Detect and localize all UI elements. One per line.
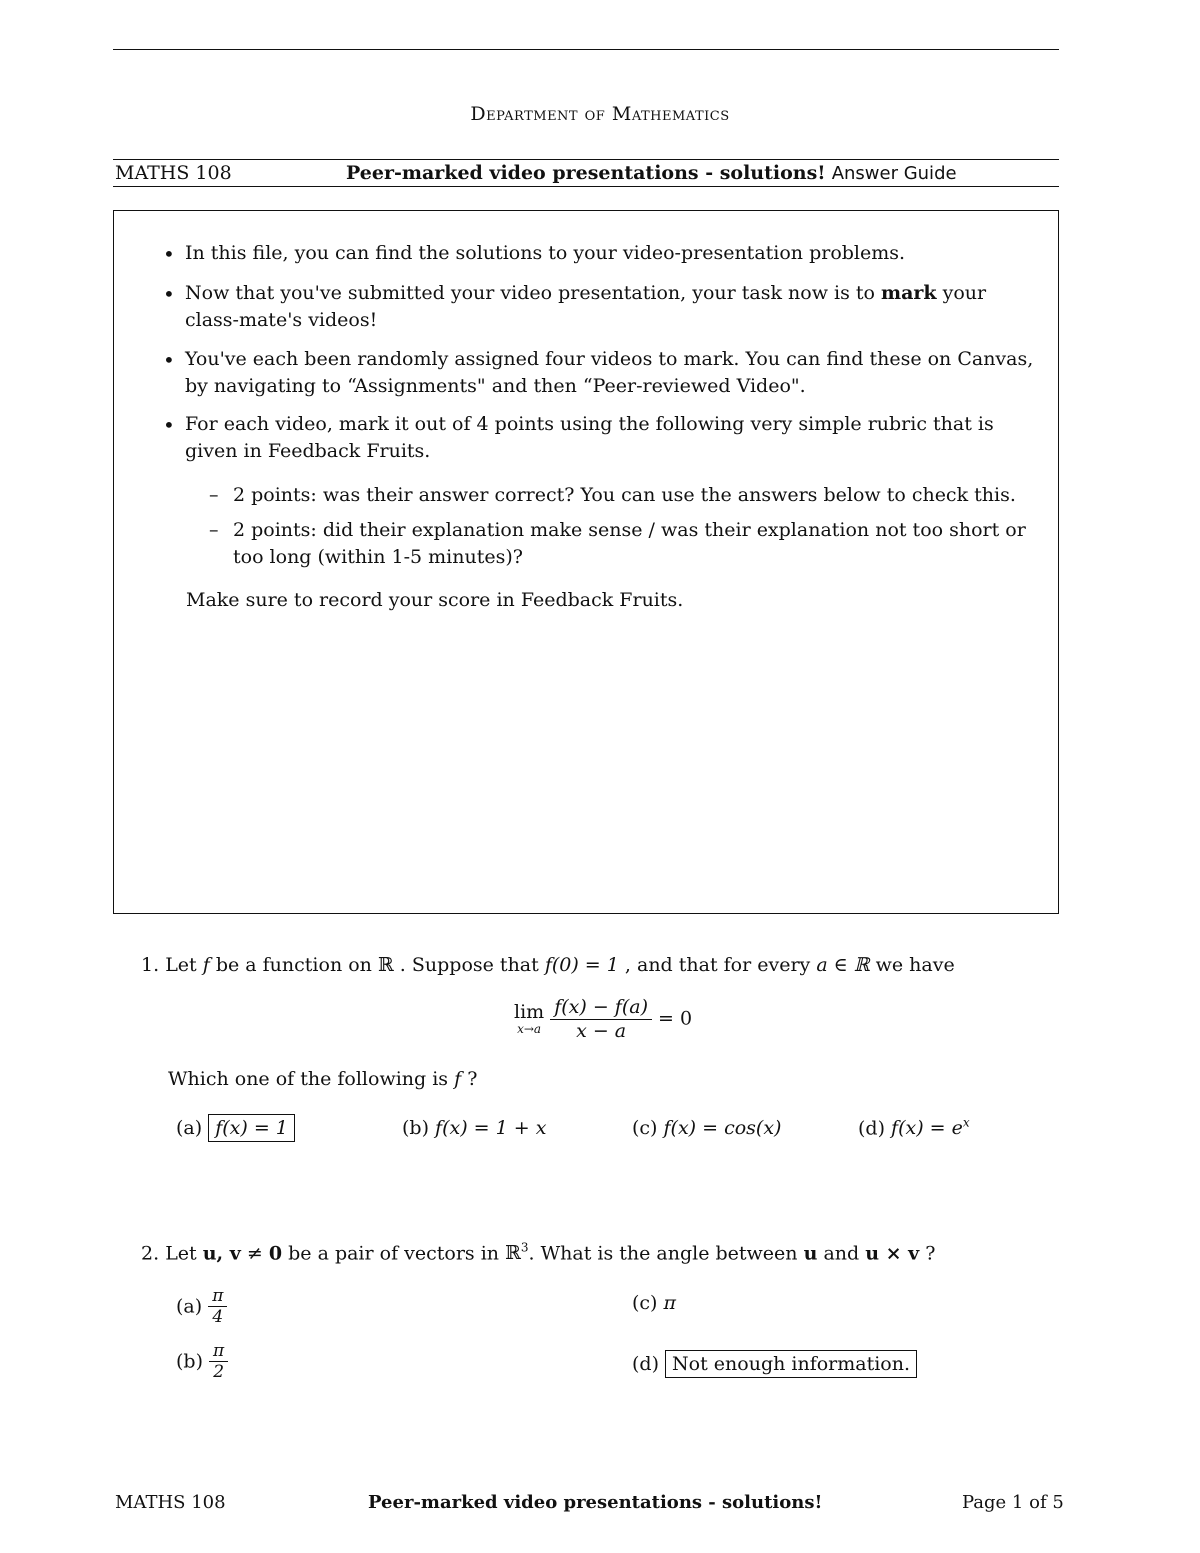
option-label: (c) [632, 1292, 658, 1314]
fraction-denominator: 2 [213, 1362, 225, 1383]
footer-page-number: Page 1 of 5 [962, 1492, 1064, 1513]
option-expression: π [663, 1292, 677, 1314]
title-text: Peer-marked video presentations - solutions! [346, 162, 826, 184]
q2-text: . What is the angle between [528, 1242, 798, 1265]
instructions-note: Make sure to record your score in Feedback Fruits. [186, 589, 684, 611]
rubric-item: – 2 points: was their answer correct? You can use the answers below to check this. [233, 482, 1043, 509]
q1-text: Which one of the following is [168, 1068, 449, 1090]
q1-text: we have [875, 954, 955, 976]
emphasis-mark: mark [881, 282, 937, 304]
option-label: (b) [176, 1350, 203, 1373]
rubric-item: – 2 points: did their explanation make sense / was their explanation not too short or too long (within 1-5 minutes)? [233, 517, 1043, 570]
instruction-bullet: • For each video, mark it out of 4 points using the following very simple rubric that is given in Feedback Fruits. [185, 411, 1045, 464]
fraction-denominator: x − a [576, 1019, 627, 1042]
q2-math: 0 [268, 1242, 283, 1265]
option-label: (c) [632, 1117, 658, 1139]
q1-math: f [454, 1068, 462, 1090]
q1-text: Let [165, 954, 197, 976]
option-fraction [209, 1341, 228, 1383]
course-code: MATHS 108 [115, 162, 232, 184]
option-exponent: x [962, 1116, 970, 1130]
q2-option-b [176, 1341, 228, 1383]
q2-text: Let [165, 1242, 197, 1265]
q2-option-d [632, 1351, 917, 1378]
set-exponent: 3 [520, 1241, 529, 1255]
limit-subscript: x→a [517, 1022, 542, 1037]
q1-math: ℝ [377, 954, 394, 976]
q1-option-b [402, 1115, 546, 1142]
q1-text: , and that for every [624, 954, 811, 976]
equation-rhs: = 0 [658, 1007, 693, 1030]
option-label: (d) [632, 1353, 659, 1375]
q2-math [505, 1242, 528, 1264]
correct-answer-box: Not enough information. [665, 1350, 917, 1378]
department-heading: Department of Mathematics [470, 103, 730, 125]
q1-math: f(0) = 1 [544, 954, 619, 976]
correct-answer-box: f(x) = 1 [208, 1114, 295, 1142]
q2-math: u, v [202, 1242, 241, 1265]
q1-math: a ∈ ℝ [816, 954, 870, 976]
option-label: (a) [176, 1295, 203, 1318]
limit-equation [514, 996, 692, 1043]
header-rule-bottom [113, 186, 1059, 187]
q1-math: f [202, 954, 210, 976]
title-suffix: Answer Guide [831, 163, 957, 184]
option-base: f(x) = e [891, 1117, 963, 1140]
q1-text: be a function on [215, 954, 372, 976]
option-label: (d) [858, 1117, 885, 1140]
q2-option-a [176, 1286, 227, 1328]
limit-operator: lim [514, 1001, 545, 1024]
fraction-numerator: f(x) − f(a) [550, 996, 652, 1020]
option-expression: f(x) = cos(x) [663, 1117, 782, 1139]
option-label: (b) [402, 1117, 429, 1139]
q2-text: and [823, 1242, 860, 1265]
fraction-denominator: 4 [212, 1307, 224, 1328]
question-1-question [168, 1066, 477, 1093]
q1-text: ? [467, 1068, 478, 1090]
q1-option-d [858, 1115, 970, 1142]
instruction-bullet: • Now that you've submitted your video presentation, your task now is to mark your class-mate's videos! [185, 280, 1045, 333]
q2-math: ≠ [246, 1242, 263, 1265]
option-expression: f(x) = 1 + x [435, 1117, 547, 1139]
option-expression [891, 1117, 970, 1139]
footer-title: Peer-marked video presentations - solutions! [368, 1492, 823, 1513]
option-fraction [208, 1286, 227, 1328]
q1-text: . Suppose that [399, 954, 539, 976]
q2-text: ? [925, 1242, 936, 1265]
q2-text: be a pair of vectors in [288, 1242, 500, 1265]
question-number: 1. [141, 954, 160, 976]
fraction-numerator: π [208, 1286, 227, 1307]
option-label: (a) [176, 1117, 203, 1139]
document-title [346, 160, 957, 187]
instruction-bullet: • You've each been randomly assigned four videos to mark. You can find these on Canvas, by navigating to “Assignments" and then “Peer-reviewed Video". [185, 346, 1045, 399]
fraction-numerator: π [209, 1341, 228, 1362]
instruction-bullet: • In this file, you can find the solutions to your video-presentation problems. [185, 240, 1045, 267]
question-number: 2. [141, 1242, 160, 1265]
question-2-prompt [141, 1240, 935, 1267]
real-set-symbol: ℝ [505, 1242, 521, 1265]
q2-option-c [632, 1290, 676, 1317]
q2-math: u × v [865, 1242, 920, 1265]
top-rule [113, 49, 1059, 50]
q1-option-c [632, 1115, 781, 1142]
q1-option-a [176, 1115, 295, 1142]
limit-fraction [550, 996, 652, 1043]
question-1-prompt [141, 952, 955, 979]
q2-math: u [803, 1242, 818, 1265]
footer-course: MATHS 108 [115, 1492, 226, 1513]
